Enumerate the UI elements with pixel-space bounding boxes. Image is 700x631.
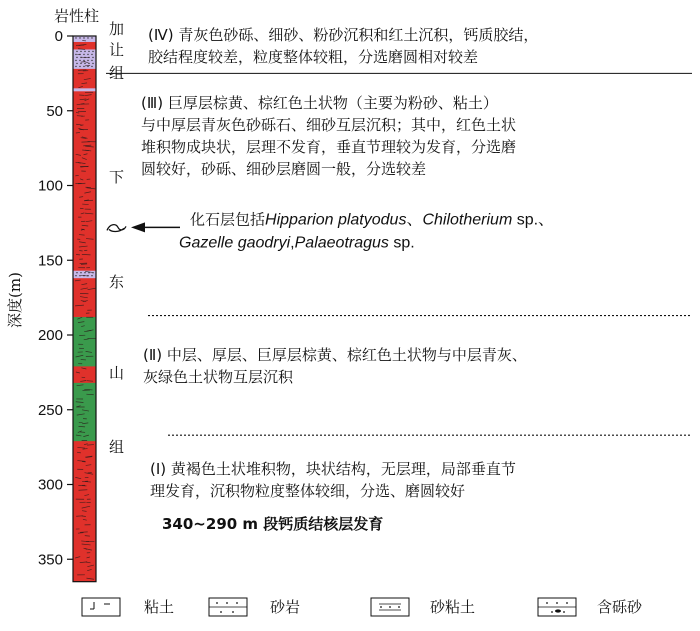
unit-note: 340~290 m 段钙质结核层发育 [162, 515, 384, 533]
sand-dot [75, 54, 76, 55]
formation-name-char: 山 [109, 364, 125, 382]
fossil-text-line-2: Gazelle gaodryi,Palaeotragus sp. [179, 234, 415, 252]
swatch-mark [236, 602, 238, 604]
fossil-text-line-1: 化石层包括Hipparion platyodus、Chilotherium sp.、 [190, 210, 555, 229]
sand-dot [87, 37, 88, 38]
sand-dot [91, 37, 92, 38]
legend-item-sandy-clay [371, 598, 475, 616]
fossil-icon [107, 225, 126, 232]
fossil-arrow-head [131, 222, 145, 232]
fossil-horizon [107, 210, 554, 251]
unit-description-line: (Ⅳ) 青灰色砂砾、细砂、粉砂沉积和红土沉积，钙质胶结， [148, 26, 539, 44]
sand-dot [83, 66, 84, 67]
sand-dot [76, 51, 77, 52]
sand-dot [87, 60, 88, 61]
unit-description-line: 胶结程度较差，粒度整体较粗，分选磨圆相对较差 [148, 48, 479, 66]
sand-dot [83, 37, 84, 38]
depth-axis [38, 28, 73, 568]
unit-description-line: 与中厚层青灰色砂砾石、细砂互层沉积；其中，红色土状 [141, 116, 517, 134]
swatch-mark [380, 606, 382, 608]
depth-axis-label: 深度(m) [6, 272, 24, 328]
lithology-legend [82, 598, 643, 616]
swatch-mark [216, 602, 218, 604]
legend-label: 砂粘土 [430, 598, 476, 616]
sand-dot [75, 275, 76, 276]
lithologic-column [73, 36, 96, 582]
sand-dot [91, 66, 92, 67]
column-title: 岩性柱 [54, 7, 100, 25]
formation-name-char: 加 [109, 20, 125, 38]
unit-description-line: 理发育，沉积物粒度整体较细，分选、磨圆较好 [150, 482, 466, 500]
unit-descriptions [141, 26, 538, 533]
depth-tick-label: 350 [37, 551, 63, 569]
sand-dot [75, 37, 76, 38]
swatch-mark [546, 602, 548, 604]
sand-dot [79, 37, 80, 38]
sandy-interval [73, 271, 96, 278]
sand-dot [80, 272, 81, 273]
sand-dot [92, 51, 93, 52]
sand-dot [76, 57, 77, 58]
sand-dot [79, 275, 80, 276]
sand-dot [75, 66, 76, 67]
swatch-mark [555, 609, 561, 612]
sand-dot [92, 63, 93, 64]
swatch-mark [226, 602, 228, 604]
formation-name-char: 下 [109, 168, 125, 186]
sand-dot [92, 57, 93, 58]
swatch-mark [398, 606, 400, 608]
sandy-interval [73, 88, 96, 91]
swatch-mark [220, 611, 222, 613]
sand-dot [80, 51, 81, 52]
legend-label: 砂岩 [270, 598, 301, 616]
sandy-interval [73, 36, 96, 42]
sand-dot [79, 60, 80, 61]
sand-dot [88, 51, 89, 52]
formation-name-char: 让 [109, 41, 125, 59]
depth-tick-label: 200 [37, 327, 63, 344]
sand-dot [83, 54, 84, 55]
sand-dot [84, 51, 85, 52]
sand-dot [80, 63, 81, 64]
unit-description-line: 灰绿色土状物互层沉积 [143, 368, 294, 386]
green-interval [73, 317, 96, 366]
unit-description-line: 堆积物成块状，层理不发育，垂直节理较为发育，分选磨 [141, 138, 517, 156]
legend-item-clay [82, 598, 174, 616]
sand-dot [83, 60, 84, 61]
depth-tick-label: 300 [37, 476, 63, 494]
depth-tick-label: 250 [37, 401, 63, 419]
depth-tick-label: 100 [37, 177, 63, 195]
depth-tick-label: 0 [54, 28, 63, 45]
formation-names [109, 20, 124, 456]
sand-dot [84, 63, 85, 64]
sand-dot [76, 63, 77, 64]
sand-dot [92, 272, 93, 273]
sand-dot [79, 66, 80, 67]
sand-dot [84, 272, 85, 273]
unit-description-line: (Ⅰ) 黄褐色土状堆积物，块状结构，无层理，局部垂直节 [150, 460, 516, 478]
swatch-mark [551, 611, 553, 613]
formation-name-char: 组 [109, 64, 125, 82]
sand-dot [88, 63, 89, 64]
legend-item-gravelly-sand [538, 598, 643, 616]
legend-label: 粘土 [144, 598, 175, 616]
formation-name-char: 东 [109, 273, 125, 291]
sand-dot [76, 272, 77, 273]
swatch-mark [232, 611, 234, 613]
swatch-mark [566, 602, 568, 604]
legend-item-sandstone [209, 598, 300, 616]
column-fill [73, 36, 96, 582]
unit-description-line: 圆较好，砂砾、细砂层磨圆一般，分选较差 [141, 160, 427, 178]
swatch-mark [389, 606, 391, 608]
sand-dot [91, 54, 92, 55]
unit-description-line: (Ⅱ) 中层、厚层、巨厚层棕黄、棕红色土状物与中层青灰、 [143, 346, 527, 364]
sand-dot [75, 60, 76, 61]
sand-dot [91, 275, 92, 276]
depth-tick-label: 50 [46, 102, 63, 120]
swatch-mark [556, 602, 558, 604]
formation-name-char: 组 [109, 438, 125, 456]
depth-tick-label: 150 [37, 252, 63, 270]
legend-label: 含砾砂 [597, 598, 643, 616]
unit-description-line: (Ⅲ) 巨厚层棕黄、棕红色土状物（主要为粉砂、粘土） [141, 94, 498, 112]
legend-swatch [82, 598, 120, 616]
sand-dot [87, 54, 88, 55]
swatch-mark [563, 611, 565, 613]
sand-dot [91, 60, 92, 61]
